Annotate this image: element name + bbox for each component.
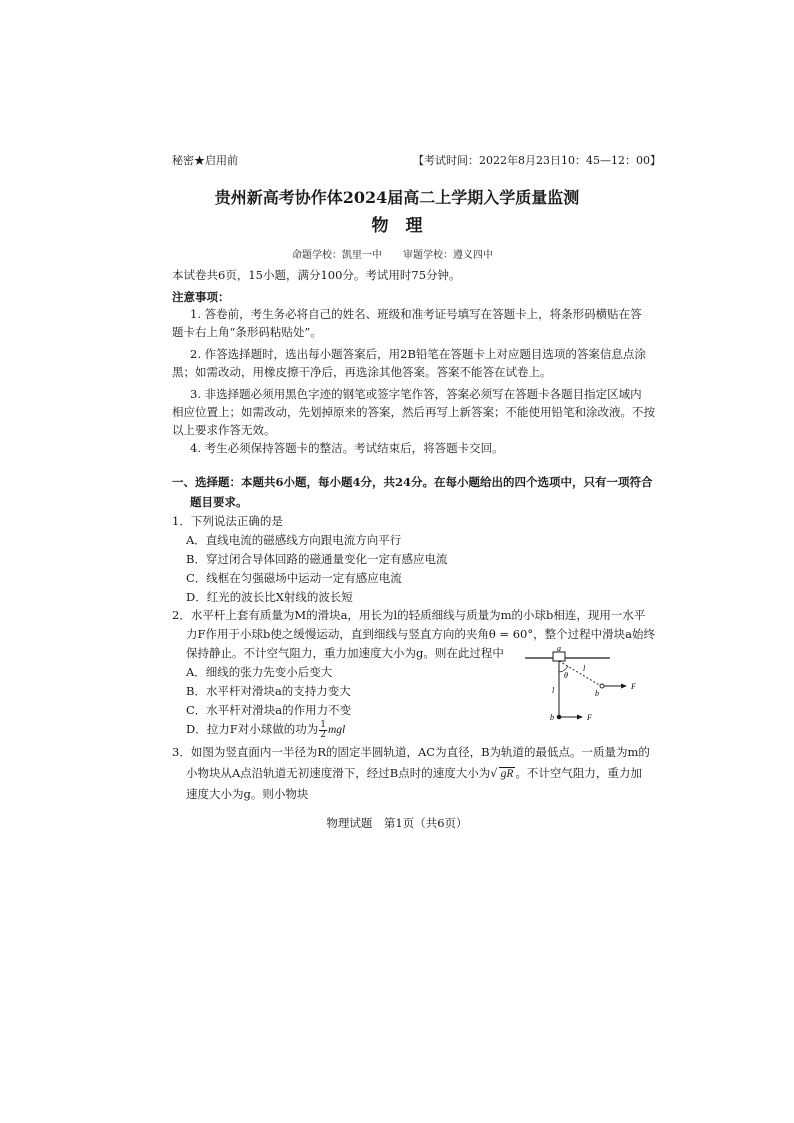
- q2-option-d-expr: mgl: [327, 724, 346, 736]
- q1-option-d: D．红光的波长比X射线的波长短: [186, 590, 353, 604]
- force-arrowhead-bottom: [577, 715, 583, 720]
- note-2-line-1: 2. 作答选择题时，选出每小题答案后，用2B铅笔在答题卡上对应题目选项的答案信息点涂: [190, 347, 646, 361]
- slider-block-a: [553, 652, 565, 661]
- secret-label: 秘密★启用前: [172, 154, 238, 167]
- q3-line-3: 速度大小为g。则小物块: [186, 787, 309, 801]
- note-1-line-2: 题卡右上角“条形码粘贴处”。: [172, 325, 322, 339]
- ball-b-right: [600, 684, 604, 688]
- note-3-line-1: 3. 非选择题必须用黑色字迹的钢笔或签字笔作答，答案必须写在答题卡各题目指定区域内: [190, 387, 642, 401]
- author-school: 命题学校：凯里一中: [292, 250, 382, 261]
- sqrt-gR: gR: [500, 768, 514, 780]
- q3-line-2: [186, 763, 642, 785]
- note-4-line-1: 4. 考生必须保持答题卡的整洁。考试结束后，将答题卡交回。: [190, 441, 504, 455]
- q2-figure: [515, 646, 645, 730]
- q2-option-b: B．水平杆对滑块a的支持力变大: [186, 684, 351, 698]
- section1-heading: 一、选择题：本题共6小题，每小题4分，共24分。在每小题给出的四个选项中，只有一项符合: [172, 475, 653, 489]
- fraction-denominator: 2: [320, 729, 326, 740]
- notes-heading: 注意事项：: [172, 290, 230, 304]
- exam-time: 【考试时间：2022年8月23日10：45—12：00】: [413, 154, 661, 167]
- q2-option-d-text: D．拉力F对小球做的功为: [186, 722, 319, 736]
- sqrt-sign: √: [490, 766, 498, 780]
- q2-option-c: C．水平杆对滑块a的作用力不变: [186, 703, 352, 717]
- label-F-bottom: F: [587, 713, 592, 722]
- label-l-right: l: [583, 664, 586, 673]
- label-b-right: b: [595, 689, 599, 698]
- one-half-fraction: [319, 721, 327, 740]
- note-3-line-3: 以上要求作答无效。: [172, 423, 276, 437]
- q1-stem: 1．下列说法正确的是: [172, 514, 283, 528]
- page-footer: 物理试题 第1页（共6页）: [326, 816, 468, 830]
- q3-line-2-text: 小物块从A点沿轨道无初速度滑下，经过B点时的速度大小为: [186, 766, 491, 780]
- fraction-numerator: 1: [320, 719, 326, 730]
- q1-option-a: A．直线电流的磁感线方向跟电流方向平行: [186, 533, 402, 547]
- note-2-line-2: 黑；如需改动，用橡皮擦干净后，再选涂其他答案。答案不能答在试卷上。: [172, 365, 552, 379]
- q2-option-d: [186, 719, 345, 741]
- note-3-line-2: 相应位置上；如需改动，先划掉原来的答案，然后再写上新答案；不能使用铅笔和涂改液。不按: [172, 405, 655, 419]
- section1-heading-cont: 题目要求。: [190, 495, 248, 509]
- q1-option-b: B．穿过闭合导体回路的磁通量变化一定有感应电流: [186, 552, 448, 566]
- note-1-line-1: 1. 答卷前，考生务必将自己的姓名、班级和准考证号填写在答题卡上，将条形码横贴在答: [190, 307, 642, 321]
- q2-line-2: 力F作用于小球b使之缓慢运动，直到细线与竖直方向的夹角θ = 60°，整个过程中滑块a始终: [186, 627, 655, 641]
- reviewer-school: 审题学校：遵义四中: [403, 250, 493, 261]
- q2-option-a: A．细线的张力先变小后变大: [186, 665, 333, 679]
- q3-line-2-end: 。不计空气阻力，重力加: [515, 766, 642, 780]
- label-theta: θ: [564, 671, 568, 680]
- ball-b-bottom: [557, 715, 562, 720]
- label-a: a: [557, 646, 561, 653]
- exam-title: 贵州新高考协作体2024届高二上学期入学质量监测: [214, 188, 580, 207]
- label-l-left: l: [552, 686, 555, 695]
- label-F-top: F: [631, 682, 636, 691]
- label-b-left: b: [550, 713, 554, 722]
- subject-title: 物 理: [371, 216, 423, 236]
- exam-intro: 本试卷共6页，15小题，满分100分。考试用时75分钟。: [172, 268, 461, 282]
- q3-line-1: 3．如图为竖直面内一半径为R的固定半圆轨道，AC为直径，B为轨道的最低点。一质量为m的: [172, 745, 650, 759]
- force-arrowhead-top: [621, 684, 627, 689]
- q1-option-c: C．线框在匀强磁场中运动一定有感应电流: [186, 571, 402, 585]
- q2-line-3: 保持静止。不计空气阻力，重力加速度大小为g。则在此过程中: [186, 646, 504, 660]
- q2-line-1: 2．水平杆上套有质量为M的滑块a，用长为l的轻质细线与质量为m的小球b相连，现用一水平: [172, 608, 646, 622]
